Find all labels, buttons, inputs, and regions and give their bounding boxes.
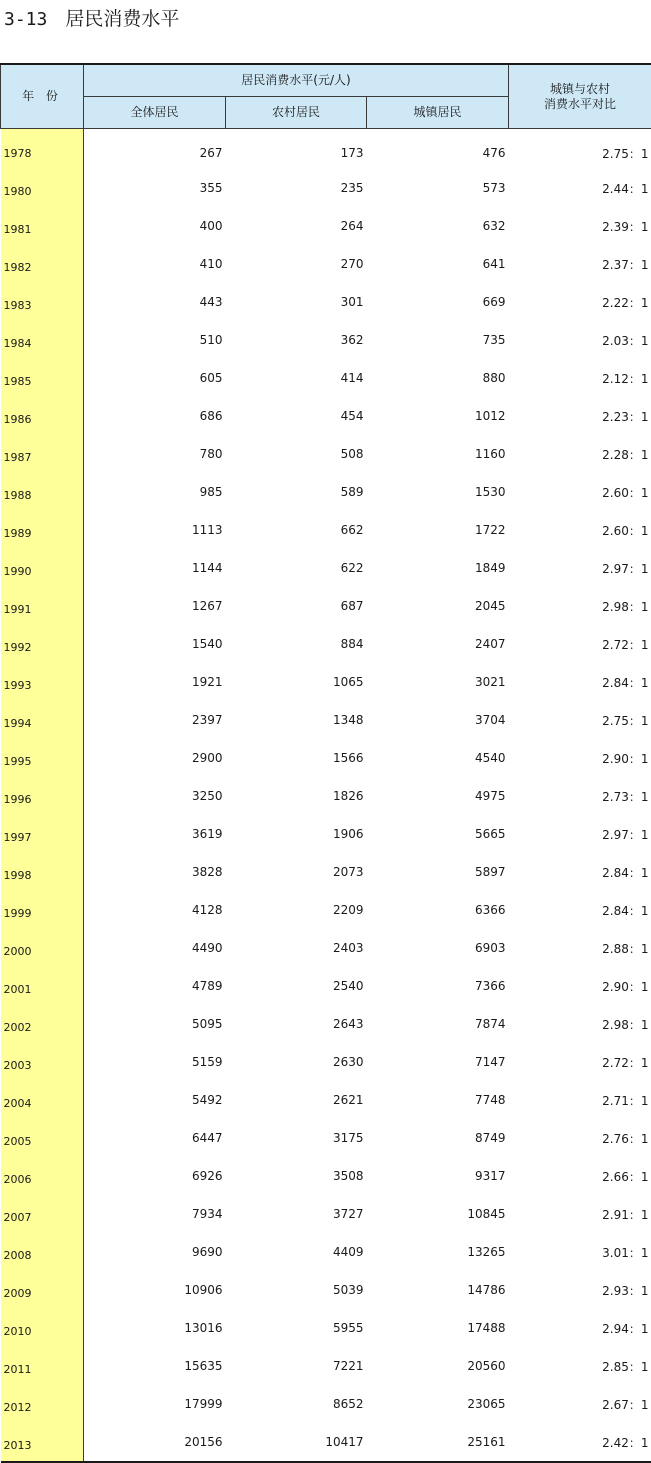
ratio-cell: 2.84：1	[509, 891, 651, 929]
ratio-cell: 2.84：1	[509, 853, 651, 891]
urban-residents-cell: 1849	[367, 549, 509, 587]
ratio-cell: 2.44：1	[509, 169, 651, 207]
table-row	[1, 701, 651, 739]
year-cell: 1997	[1, 815, 84, 853]
table-row	[1, 245, 651, 283]
ratio-cell: 2.98：1	[509, 1005, 651, 1043]
urban-residents-cell: 2045	[367, 587, 509, 625]
ratio-cell: 2.97：1	[509, 815, 651, 853]
year-cell: 2001	[1, 967, 84, 1005]
table-body	[1, 129, 651, 1463]
all-residents-cell: 1144	[84, 549, 226, 587]
rural-residents-cell: 2073	[226, 853, 367, 891]
table-row	[1, 473, 651, 511]
ratio-cell: 2.42：1	[509, 1423, 651, 1462]
ratio-cell: 2.91：1	[509, 1195, 651, 1233]
year-cell: 1981	[1, 207, 84, 245]
table-row	[1, 1005, 651, 1043]
table-row	[1, 1385, 651, 1423]
rural-residents-cell: 622	[226, 549, 367, 587]
year-cell: 2000	[1, 929, 84, 967]
ratio-cell: 2.93：1	[509, 1271, 651, 1309]
ratio-cell: 2.94：1	[509, 1309, 651, 1347]
all-residents-cell: 443	[84, 283, 226, 321]
table-row	[1, 929, 651, 967]
urban-residents-cell: 476	[367, 129, 509, 170]
table-row	[1, 1233, 651, 1271]
urban-residents-cell: 3704	[367, 701, 509, 739]
ratio-cell: 2.66：1	[509, 1157, 651, 1195]
rural-residents-cell: 264	[226, 207, 367, 245]
rural-residents-cell: 2540	[226, 967, 367, 1005]
ratio-cell: 2.97：1	[509, 549, 651, 587]
all-residents-cell: 605	[84, 359, 226, 397]
all-residents-cell: 985	[84, 473, 226, 511]
all-residents-cell: 5095	[84, 1005, 226, 1043]
ratio-cell: 2.88：1	[509, 929, 651, 967]
table-row	[1, 967, 651, 1005]
year-cell: 2007	[1, 1195, 84, 1233]
rural-residents-cell: 1566	[226, 739, 367, 777]
all-residents-cell: 1113	[84, 511, 226, 549]
all-residents-cell: 13016	[84, 1309, 226, 1347]
ratio-cell: 2.85：1	[509, 1347, 651, 1385]
rural-residents-cell: 235	[226, 169, 367, 207]
urban-residents-cell: 573	[367, 169, 509, 207]
urban-residents-cell: 5897	[367, 853, 509, 891]
rural-residents-cell: 8652	[226, 1385, 367, 1423]
urban-residents-cell: 4975	[367, 777, 509, 815]
year-cell: 2003	[1, 1043, 84, 1081]
table-row	[1, 1119, 651, 1157]
urban-residents-cell: 3021	[367, 663, 509, 701]
urban-residents-cell: 25161	[367, 1423, 509, 1462]
ratio-cell: 2.67：1	[509, 1385, 651, 1423]
ratio-cell: 2.84：1	[509, 663, 651, 701]
urban-residents-cell: 7366	[367, 967, 509, 1005]
year-cell: 1986	[1, 397, 84, 435]
all-residents-cell: 4789	[84, 967, 226, 1005]
table-row	[1, 1309, 651, 1347]
urban-residents-cell: 7874	[367, 1005, 509, 1043]
year-cell: 2009	[1, 1271, 84, 1309]
all-residents-cell: 4490	[84, 929, 226, 967]
urban-residents-cell: 1530	[367, 473, 509, 511]
year-cell: 2011	[1, 1347, 84, 1385]
all-residents-cell: 2397	[84, 701, 226, 739]
year-cell: 1990	[1, 549, 84, 587]
year-cell: 1980	[1, 169, 84, 207]
all-residents-cell: 686	[84, 397, 226, 435]
ratio-cell: 2.37：1	[509, 245, 651, 283]
table-row	[1, 169, 651, 207]
year-cell: 1982	[1, 245, 84, 283]
ratio-cell: 2.28：1	[509, 435, 651, 473]
table-row	[1, 777, 651, 815]
ratio-cell: 2.39：1	[509, 207, 651, 245]
urban-residents-cell: 2407	[367, 625, 509, 663]
rural-residents-cell: 173	[226, 129, 367, 170]
year-cell: 1991	[1, 587, 84, 625]
ratio-cell: 2.98：1	[509, 587, 651, 625]
rural-residents-cell: 1065	[226, 663, 367, 701]
table-row	[1, 1423, 651, 1462]
all-residents-cell: 6926	[84, 1157, 226, 1195]
rural-residents-cell: 589	[226, 473, 367, 511]
rural-residents-cell: 884	[226, 625, 367, 663]
all-residents-cell: 410	[84, 245, 226, 283]
all-residents-cell: 1267	[84, 587, 226, 625]
rural-residents-cell: 362	[226, 321, 367, 359]
all-residents-cell: 780	[84, 435, 226, 473]
all-residents-cell: 17999	[84, 1385, 226, 1423]
all-residents-cell: 1540	[84, 625, 226, 663]
all-residents-cell: 9690	[84, 1233, 226, 1271]
table-row	[1, 1081, 651, 1119]
rural-residents-cell: 4409	[226, 1233, 367, 1271]
all-residents-cell: 267	[84, 129, 226, 170]
table-row	[1, 283, 651, 321]
year-cell: 2012	[1, 1385, 84, 1423]
rural-residents-cell: 1906	[226, 815, 367, 853]
year-cell: 2004	[1, 1081, 84, 1119]
table-row	[1, 1195, 651, 1233]
all-residents-cell: 4128	[84, 891, 226, 929]
rural-residents-cell: 454	[226, 397, 367, 435]
rural-residents-cell: 5955	[226, 1309, 367, 1347]
ratio-cell: 2.71：1	[509, 1081, 651, 1119]
ratio-cell: 3.01：1	[509, 1233, 651, 1271]
header-ratio-line1: 城镇与农村	[509, 82, 651, 97]
ratio-cell: 2.90：1	[509, 967, 651, 1005]
all-residents-cell: 10906	[84, 1271, 226, 1309]
table-row	[1, 207, 651, 245]
all-residents-cell: 2900	[84, 739, 226, 777]
year-cell: 1998	[1, 853, 84, 891]
urban-residents-cell: 14786	[367, 1271, 509, 1309]
rural-residents-cell: 2403	[226, 929, 367, 967]
urban-residents-cell: 1012	[367, 397, 509, 435]
all-residents-cell: 1921	[84, 663, 226, 701]
urban-residents-cell: 880	[367, 359, 509, 397]
table-row	[1, 815, 651, 853]
all-residents-cell: 5492	[84, 1081, 226, 1119]
urban-residents-cell: 9317	[367, 1157, 509, 1195]
table-row	[1, 1157, 651, 1195]
urban-residents-cell: 7147	[367, 1043, 509, 1081]
urban-residents-cell: 20560	[367, 1347, 509, 1385]
year-cell: 2008	[1, 1233, 84, 1271]
year-cell: 1987	[1, 435, 84, 473]
rural-residents-cell: 3508	[226, 1157, 367, 1195]
page-title	[4, 4, 179, 34]
ratio-cell: 2.75：1	[509, 129, 651, 170]
year-cell: 2010	[1, 1309, 84, 1347]
all-residents-cell: 6447	[84, 1119, 226, 1157]
rural-residents-cell: 2209	[226, 891, 367, 929]
year-cell: 1995	[1, 739, 84, 777]
all-residents-cell: 510	[84, 321, 226, 359]
rural-residents-cell: 687	[226, 587, 367, 625]
table-number: 3-13	[4, 9, 47, 30]
rural-residents-cell: 7221	[226, 1347, 367, 1385]
header-ratio-line2: 消费水平对比	[509, 97, 651, 112]
rural-residents-cell: 3175	[226, 1119, 367, 1157]
rural-residents-cell: 3727	[226, 1195, 367, 1233]
urban-residents-cell: 4540	[367, 739, 509, 777]
table-row	[1, 853, 651, 891]
consumption-table	[0, 63, 651, 1463]
table-row	[1, 663, 651, 701]
table-row	[1, 739, 651, 777]
header-consumption-level: 居民消费水平(元/人)	[84, 64, 509, 97]
year-cell: 1992	[1, 625, 84, 663]
urban-residents-cell: 1160	[367, 435, 509, 473]
table-row	[1, 321, 651, 359]
year-cell: 2006	[1, 1157, 84, 1195]
ratio-cell: 2.60：1	[509, 511, 651, 549]
urban-residents-cell: 10845	[367, 1195, 509, 1233]
rural-residents-cell: 2621	[226, 1081, 367, 1119]
table-row	[1, 587, 651, 625]
all-residents-cell: 20156	[84, 1423, 226, 1462]
year-cell: 1993	[1, 663, 84, 701]
urban-residents-cell: 641	[367, 245, 509, 283]
year-cell: 1996	[1, 777, 84, 815]
urban-residents-cell: 6366	[367, 891, 509, 929]
rural-residents-cell: 10417	[226, 1423, 367, 1462]
urban-residents-cell: 735	[367, 321, 509, 359]
ratio-cell: 2.22：1	[509, 283, 651, 321]
rural-residents-cell: 508	[226, 435, 367, 473]
all-residents-cell: 7934	[84, 1195, 226, 1233]
header-all-residents: 全体居民	[84, 97, 226, 129]
year-cell: 2005	[1, 1119, 84, 1157]
all-residents-cell: 3250	[84, 777, 226, 815]
header-urban-residents: 城镇居民	[367, 97, 509, 129]
ratio-cell: 2.90：1	[509, 739, 651, 777]
table-row	[1, 625, 651, 663]
table-header	[1, 64, 651, 129]
ratio-cell: 2.72：1	[509, 1043, 651, 1081]
year-cell: 1985	[1, 359, 84, 397]
all-residents-cell: 3619	[84, 815, 226, 853]
year-cell: 1984	[1, 321, 84, 359]
ratio-cell: 2.73：1	[509, 777, 651, 815]
header-ratio	[509, 64, 651, 129]
table-row	[1, 397, 651, 435]
rural-residents-cell: 2643	[226, 1005, 367, 1043]
year-cell: 1978	[1, 129, 84, 170]
rural-residents-cell: 414	[226, 359, 367, 397]
year-cell: 2002	[1, 1005, 84, 1043]
table-row	[1, 891, 651, 929]
ratio-cell: 2.75：1	[509, 701, 651, 739]
rural-residents-cell: 662	[226, 511, 367, 549]
table-row	[1, 549, 651, 587]
ratio-cell: 2.72：1	[509, 625, 651, 663]
ratio-cell: 2.60：1	[509, 473, 651, 511]
urban-residents-cell: 6903	[367, 929, 509, 967]
table-row	[1, 1043, 651, 1081]
urban-residents-cell: 632	[367, 207, 509, 245]
rural-residents-cell: 1348	[226, 701, 367, 739]
rural-residents-cell: 270	[226, 245, 367, 283]
ratio-cell: 2.76：1	[509, 1119, 651, 1157]
urban-residents-cell: 13265	[367, 1233, 509, 1271]
rural-residents-cell: 301	[226, 283, 367, 321]
year-cell: 1999	[1, 891, 84, 929]
urban-residents-cell: 17488	[367, 1309, 509, 1347]
table-row	[1, 1271, 651, 1309]
urban-residents-cell: 1722	[367, 511, 509, 549]
rural-residents-cell: 2630	[226, 1043, 367, 1081]
table-row	[1, 511, 651, 549]
all-residents-cell: 400	[84, 207, 226, 245]
table-row	[1, 129, 651, 170]
rural-residents-cell: 5039	[226, 1271, 367, 1309]
table-title: 居民消费水平	[65, 8, 179, 30]
year-cell: 2013	[1, 1423, 84, 1462]
year-cell: 1994	[1, 701, 84, 739]
rural-residents-cell: 1826	[226, 777, 367, 815]
header-year: 年 份	[1, 64, 84, 129]
ratio-cell: 2.03：1	[509, 321, 651, 359]
all-residents-cell: 355	[84, 169, 226, 207]
year-cell: 1988	[1, 473, 84, 511]
table-row	[1, 435, 651, 473]
all-residents-cell: 5159	[84, 1043, 226, 1081]
all-residents-cell: 15635	[84, 1347, 226, 1385]
urban-residents-cell: 5665	[367, 815, 509, 853]
table-row	[1, 359, 651, 397]
year-cell: 1983	[1, 283, 84, 321]
ratio-cell: 2.23：1	[509, 397, 651, 435]
all-residents-cell: 3828	[84, 853, 226, 891]
table-row	[1, 1347, 651, 1385]
urban-residents-cell: 669	[367, 283, 509, 321]
year-cell: 1989	[1, 511, 84, 549]
urban-residents-cell: 8749	[367, 1119, 509, 1157]
urban-residents-cell: 7748	[367, 1081, 509, 1119]
header-rural-residents: 农村居民	[226, 97, 367, 129]
urban-residents-cell: 23065	[367, 1385, 509, 1423]
ratio-cell: 2.12：1	[509, 359, 651, 397]
